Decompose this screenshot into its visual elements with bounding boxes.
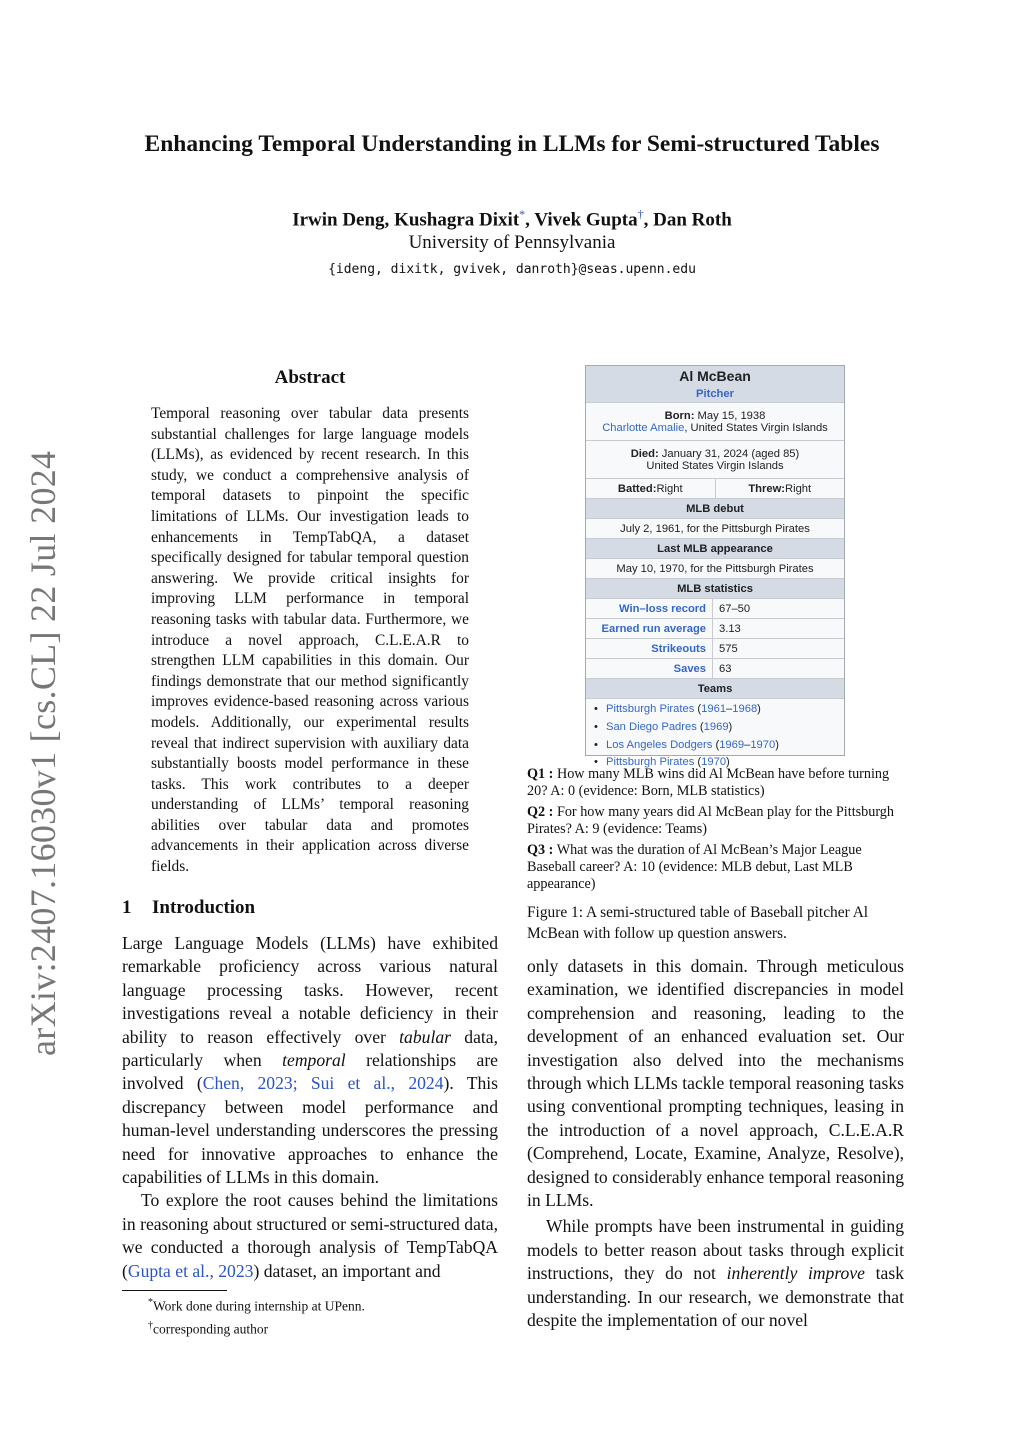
qa-text: For how many years did Al McBean play for the Pittsburgh Pirates? A: 9 (evidence: Teams): [527, 804, 894, 837]
emphasis-temporal: temporal: [282, 1050, 346, 1071]
infobox-position[interactable]: Pitcher: [586, 385, 844, 403]
year-link[interactable]: 1970: [701, 756, 727, 769]
team-link[interactable]: San Diego Padres: [606, 720, 697, 733]
body-text: While prompts have been instrumental in guiding models to better reason about tasks through explicit instructions, they do not: [527, 1216, 904, 1284]
footnote-mark: †: [148, 1319, 153, 1331]
stat-row: [586, 599, 844, 619]
team-link[interactable]: Pittsburgh Pirates: [606, 756, 695, 769]
paren: (: [694, 703, 702, 715]
right-paragraph-2: [527, 1215, 904, 1332]
threw: [716, 479, 845, 498]
footnote-rule: [122, 1290, 227, 1291]
stat-value: 67–50: [719, 602, 751, 615]
intro-text: ) dataset, an important and: [253, 1260, 441, 1281]
batted-label: Batted:: [617, 482, 657, 495]
died-label: Died:: [630, 447, 659, 460]
last-appearance-value: May 10, 1970, for the Pittsburgh Pirates: [586, 559, 844, 579]
team-item: [606, 719, 844, 737]
stat-row: [586, 639, 844, 659]
dash: –: [726, 703, 733, 715]
batted: [586, 479, 716, 498]
author-3-footnote-mark[interactable]: †: [637, 207, 644, 221]
body-text: task understanding. In our research, we demonstrate that despite the implementation of our novel: [527, 1263, 904, 1331]
stat-row: [586, 659, 844, 679]
player-infobox: [585, 365, 845, 769]
author-3: Vivek Gupta: [534, 209, 638, 231]
footnote-1: [122, 1293, 498, 1316]
affiliation: University of Pennsylvania: [408, 232, 616, 253]
threw-value: Right: [785, 482, 812, 495]
stats-header: MLB statistics: [586, 579, 844, 599]
qa-item-2: [527, 804, 904, 838]
footnote-mark: *: [148, 1297, 153, 1308]
infobox-name: Al McBean: [586, 366, 844, 385]
intro-paragraph-1: [122, 932, 498, 1189]
paren: (: [712, 738, 720, 751]
paren: (: [694, 756, 702, 769]
intro-text: Large Language Models (LLMs) have exhibited remarkable proficiency across various natural language processing tasks. However, recent investigations reveal a notable deficiency in their ability to reason effectively over: [122, 933, 498, 1047]
intro-text: relationships are involved (: [122, 1050, 498, 1094]
batted-value: Right: [656, 482, 683, 495]
right-column: [527, 955, 904, 1333]
stat-value: 575: [719, 642, 738, 655]
introduction-column: [122, 932, 498, 1283]
year-link[interactable]: 1968: [732, 703, 758, 715]
section-number: 1: [122, 897, 132, 918]
right-paragraph-1: only datasets in this domain. Through meticulous examination, we identified discrepancies in model comprehension and reasoning, leading to the development of an enhanced evaluation set. Our investigation also delved into the mechanisms through which LLMs tackle temporal reasoning tasks using conventional prompting techniques, leasing in the introduction of a novel approach, C.L.E.A.R (Comprehend, Locate, Examine, Analyze, Resolve), designed to considerably enhance temporal reasoning in LLMs.: [527, 956, 904, 1211]
stat-label[interactable]: Saves: [586, 659, 713, 678]
died-date: January 31, 2024 (aged 85): [658, 447, 800, 460]
infobox-bat-throw: [586, 479, 844, 499]
year-link[interactable]: 1969: [703, 720, 729, 733]
teams-list: [586, 701, 844, 772]
born-label: Born:: [664, 409, 695, 422]
infobox-died: [586, 441, 844, 479]
born-place-link[interactable]: Charlotte Amalie: [602, 421, 685, 434]
author-2-footnote-mark[interactable]: *: [519, 207, 526, 221]
stat-value: 3.13: [719, 622, 741, 635]
year-link[interactable]: 1970: [750, 738, 776, 751]
team-item: [606, 737, 844, 755]
paren: (: [696, 720, 704, 733]
qa-label: Q1 :: [527, 766, 554, 782]
author-list: [0, 207, 1024, 231]
intro-paragraph-2: [122, 1189, 498, 1283]
born-date: May 15, 1938: [694, 409, 766, 422]
paren: ): [728, 720, 733, 733]
last-appearance-header: Last MLB appearance: [586, 539, 844, 559]
year-link[interactable]: 1961: [701, 703, 727, 715]
emphasis-inherently-improve: inherently improve: [726, 1263, 865, 1284]
intro-text: To explore the root causes behind the limitations in reasoning about structured or semi-structured data, we conducted a thorough analysis of TempTabQA (: [122, 1190, 498, 1281]
emphasis-tabular: tabular: [399, 1026, 451, 1047]
debut-value: July 2, 1961, for the Pittsburgh Pirates: [586, 519, 844, 539]
stat-label[interactable]: Strikeouts: [586, 639, 713, 658]
stat-value: 63: [719, 662, 732, 675]
section-heading-introduction: [122, 897, 255, 919]
paren: ): [726, 756, 730, 769]
author-4: , Dan Roth: [643, 209, 732, 231]
dash: –: [744, 738, 751, 751]
stat-label[interactable]: Earned run average: [586, 619, 713, 638]
footnote-text: Work done during internship at UPenn.: [153, 1298, 365, 1314]
author-separator: ,: [525, 209, 535, 231]
debut-header: MLB debut: [586, 499, 844, 519]
abstract-body: Temporal reasoning over tabular data presents substantial challenges for large language models (LLMs), as evidenced by recent research. In this study, we conduct a comprehensive analysis of temporal datasets to pinpoint the specific limitations of LLMs. Our investigation leads to enhancements in TempTabQA, a dataset specifically designed for tabular temporal question answering. We provide critical insights for improving LLM performance in temporal reasoning tasks with tabular data. Furthermore, we introduce a novel approach, C.L.E.A.R to strengthen LLM capabilities in this domain. Our findings demonstrate that our method significantly improves evidence-based reasoning across various models. Additionally, our experimental results reveal that indirect supervision with auxiliary data substantially boosts model performance in these tasks. This work contributes to a deeper understanding of LLMs’ temporal reasoning abilities over tabular data and promotes advancements in their application across diverse fields.: [151, 405, 469, 876]
author-1: Irwin Deng,: [292, 209, 395, 231]
qa-text: What was the duration of Al McBean’s Major League Baseball career? A: 10 (evidence: MLB debut, Last MLB appearance): [527, 842, 862, 892]
infobox-born: [586, 403, 844, 441]
qa-label: Q3 :: [527, 842, 554, 858]
qa-text: How many MLB wins did Al McBean have before turning 20? A: 0 (evidence: Born, MLB statistics): [527, 766, 890, 799]
born-place: , United States Virgin Islands: [684, 421, 828, 434]
author-2: Kushagra Dixit: [394, 209, 520, 231]
stat-row: [586, 619, 844, 639]
team-link[interactable]: Pittsburgh Pirates: [606, 703, 695, 715]
section-title: Introduction: [152, 897, 256, 918]
year-link[interactable]: 1969: [719, 738, 745, 751]
paren: ): [757, 703, 761, 715]
stat-label[interactable]: Win–loss record: [586, 599, 713, 618]
citation-link[interactable]: Chen, 2023; Sui et al., 2024: [202, 1073, 444, 1094]
qa-label: Q2 :: [527, 804, 554, 820]
threw-label: Threw:: [748, 482, 786, 495]
teams-header: Teams: [586, 679, 844, 699]
intro-text: data, particularly when: [122, 1026, 498, 1071]
qa-item-1: [527, 766, 904, 800]
footnotes: [122, 1293, 498, 1338]
qa-item-3: [527, 842, 904, 892]
abstract-heading: Abstract: [274, 367, 346, 388]
died-place: United States Virgin Islands: [646, 459, 784, 472]
arxiv-identifier: arXiv:2407.16030v1 [cs.CL] 22 Jul 2024: [23, 450, 63, 1056]
footnote-2: [122, 1316, 498, 1339]
figure-caption: Figure 1: A semi-structured table of Baseball pitcher Al McBean with follow up question answers.: [527, 904, 869, 942]
paper-title: Enhancing Temporal Understanding in LLMs for Semi-structured Tables: [144, 131, 880, 157]
footnote-text: corresponding author: [153, 1321, 269, 1336]
author-emails: {ideng, dixitk, gvivek, danroth}@seas.upenn.edu: [328, 262, 696, 277]
intro-text: ). This discrepancy between model performance and human-level understanding underscores the pressing need for innovative approaches to enhance the capabilities of LLMs in this domain.: [122, 1073, 499, 1188]
paren: ): [775, 738, 779, 751]
team-link[interactable]: Los Angeles Dodgers: [606, 738, 713, 751]
team-item: [606, 701, 844, 719]
citation-link[interactable]: Gupta et al., 2023: [127, 1260, 254, 1281]
